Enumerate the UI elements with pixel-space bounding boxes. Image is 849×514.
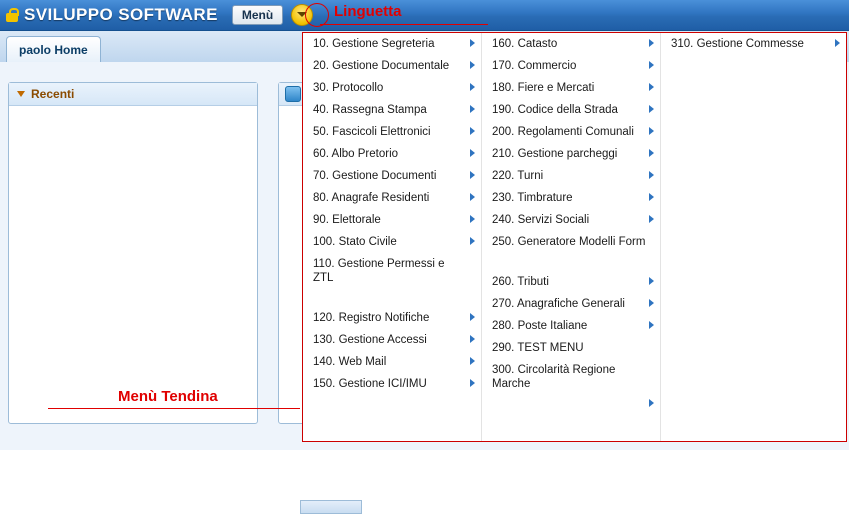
chevron-right-icon — [649, 193, 654, 201]
menu-item-label: 230. Timbrature — [492, 192, 573, 204]
menu-item-label: 250. Generatore Modelli Form — [492, 236, 646, 248]
menu-item-label: 180. Fiere e Mercati — [492, 82, 595, 94]
menu-item[interactable] — [303, 165, 481, 187]
menu-item-label: 310. Gestione Commesse — [671, 38, 804, 50]
menu-item[interactable] — [303, 77, 481, 99]
menu-item-label: 20. Gestione Documentale — [313, 60, 450, 72]
bottom-toolbar — [300, 500, 362, 514]
chevron-right-icon — [470, 171, 475, 179]
menu-item-label: 80. Anagrafe Residenti — [313, 192, 430, 204]
menu-item-label: 100. Stato Civile — [313, 236, 397, 248]
annotation-leader-line — [320, 24, 488, 25]
menu-item[interactable] — [482, 121, 660, 143]
chevron-right-icon — [649, 171, 654, 179]
chevron-right-icon — [649, 277, 654, 285]
chevron-right-icon — [470, 105, 475, 113]
menu-item[interactable] — [303, 351, 481, 373]
menu-item[interactable] — [303, 231, 481, 253]
menu-column-2 — [482, 33, 661, 441]
menu-item[interactable] — [482, 315, 660, 337]
chevron-right-icon — [470, 127, 475, 135]
menu-item[interactable] — [482, 231, 660, 253]
chevron-right-icon — [470, 379, 475, 387]
triangle-down-icon — [17, 91, 25, 97]
chevron-right-icon — [649, 399, 654, 407]
menu-item-submenu-arrow[interactable] — [482, 395, 660, 411]
menu-item-label: 130. Gestione Accessi — [313, 334, 427, 346]
menu-item[interactable] — [482, 187, 660, 209]
chevron-right-icon — [649, 61, 654, 69]
window-icon — [285, 86, 301, 102]
menu-item-label: 170. Commercio — [492, 60, 577, 72]
menu-item[interactable] — [303, 55, 481, 77]
menu-column-3 — [661, 33, 846, 441]
menu-item-label: 240. Servizi Sociali — [492, 214, 590, 226]
chevron-right-icon — [649, 149, 654, 157]
annotation-leader-line — [48, 408, 300, 409]
menu-item-label: 190. Codice della Strada — [492, 104, 618, 116]
recent-panel-header[interactable] — [9, 83, 257, 106]
menu-item[interactable] — [303, 99, 481, 121]
menu-item[interactable] — [303, 33, 481, 55]
menu-item[interactable] — [482, 33, 660, 55]
menu-button[interactable]: Menù — [232, 5, 283, 25]
menu-item-label: 270. Anagrafiche Generali — [492, 298, 625, 310]
menu-item-label: 120. Registro Notifiche — [313, 312, 430, 324]
menu-item[interactable] — [303, 121, 481, 143]
annotation-linguetta: Linguetta — [334, 3, 402, 20]
menu-item[interactable] — [482, 337, 660, 359]
chevron-right-icon — [649, 39, 654, 47]
menu-item-label: 140. Web Mail — [313, 356, 387, 368]
menu-item[interactable] — [482, 77, 660, 99]
menu-item-label: 90. Elettorale — [313, 214, 381, 226]
menu-item-label: 280. Poste Italiane — [492, 320, 588, 332]
menu-item[interactable] — [482, 271, 660, 293]
menu-item[interactable] — [303, 187, 481, 209]
menu-item[interactable] — [303, 253, 481, 289]
menu-item[interactable] — [303, 209, 481, 231]
menu-item[interactable] — [482, 99, 660, 121]
menu-spacer — [482, 253, 660, 271]
menu-item[interactable] — [303, 329, 481, 351]
chevron-right-icon — [470, 357, 475, 365]
chevron-right-icon — [835, 39, 840, 47]
chevron-right-icon — [649, 83, 654, 91]
menu-item-label: 110. Gestione Permessi e ZTL — [313, 258, 445, 284]
annotation-menu-tendina: Menù Tendina — [118, 388, 218, 405]
chevron-right-icon — [470, 237, 475, 245]
menu-item[interactable] — [482, 165, 660, 187]
chevron-right-icon — [470, 193, 475, 201]
recent-panel-title: Recenti — [31, 87, 75, 101]
lock-icon — [6, 8, 18, 22]
chevron-right-icon — [470, 335, 475, 343]
menu-item-label: 150. Gestione ICI/IMU — [313, 378, 427, 390]
chevron-right-icon — [470, 83, 475, 91]
chevron-right-icon — [649, 215, 654, 223]
dropdown-menu[interactable] — [302, 32, 847, 442]
menu-item-label: 10. Gestione Segreteria — [313, 38, 435, 50]
app-title: SVILUPPO SOFTWARE — [24, 5, 218, 24]
chevron-right-icon — [470, 149, 475, 157]
menu-item-label: 40. Rassegna Stampa — [313, 104, 427, 116]
menu-item-label: 160. Catasto — [492, 38, 558, 50]
menu-item-label: 60. Albo Pretorio — [313, 148, 399, 160]
chevron-right-icon — [649, 321, 654, 329]
menu-item-label: 70. Gestione Documenti — [313, 170, 437, 182]
menu-item[interactable] — [661, 33, 846, 55]
menu-item-label: 200. Regolamenti Comunali — [492, 126, 634, 138]
menu-item-label: 210. Gestione parcheggi — [492, 148, 618, 160]
menu-item[interactable] — [482, 209, 660, 231]
menu-item-label: 50. Fascicoli Elettronici — [313, 126, 431, 138]
menu-item[interactable] — [303, 373, 481, 395]
chevron-right-icon — [470, 313, 475, 321]
menu-item-label: 290. TEST MENU — [492, 342, 584, 354]
menu-item-label: 260. Tributi — [492, 276, 549, 288]
menu-item-label: 220. Turni — [492, 170, 544, 182]
menu-item[interactable] — [482, 293, 660, 315]
recent-panel — [8, 82, 258, 424]
menu-item[interactable] — [303, 307, 481, 329]
menu-column-1 — [303, 33, 482, 441]
menu-item[interactable] — [482, 143, 660, 165]
menu-spacer — [303, 289, 481, 307]
app-header — [0, 0, 849, 31]
chevron-right-icon — [470, 215, 475, 223]
menu-item-label: 300. Circolarità Regione Marche — [492, 364, 616, 390]
menu-item[interactable] — [482, 55, 660, 77]
chevron-right-icon — [470, 61, 475, 69]
chevron-right-icon — [649, 127, 654, 135]
chevron-right-icon — [649, 105, 654, 113]
menu-item[interactable] — [482, 359, 660, 395]
chevron-right-icon — [649, 299, 654, 307]
menu-item-label: 30. Protocollo — [313, 82, 384, 94]
chevron-right-icon — [470, 39, 475, 47]
menu-item[interactable] — [303, 143, 481, 165]
tab-home[interactable]: paolo Home — [6, 36, 101, 62]
